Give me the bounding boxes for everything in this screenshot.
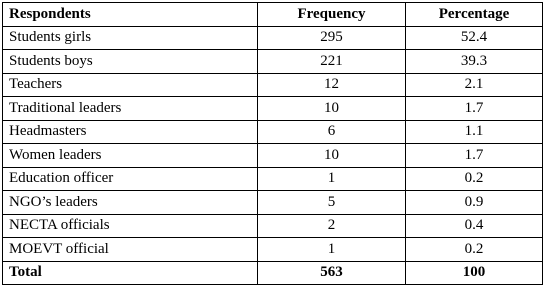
table-total-row [3,261,543,285]
percentage-cell: 2.1 [406,73,543,97]
header-respondents: Respondents [3,3,258,27]
respondent-cell: Students boys [3,50,258,74]
table-row [3,50,543,74]
table-row [3,191,543,215]
table-header-row [3,3,543,27]
table-row [3,26,543,50]
percentage-cell: 0.2 [406,238,543,262]
table-row [3,144,543,168]
total-frequency-cell: 563 [258,261,406,285]
respondent-cell: MOEVT official [3,238,258,262]
percentage-cell: 52.4 [406,26,543,50]
total-percentage-cell: 100 [406,261,543,285]
frequency-cell: 1 [258,238,406,262]
percentage-cell: 39.3 [406,50,543,74]
frequency-cell: 10 [258,97,406,121]
table-row [3,120,543,144]
frequency-cell: 6 [258,120,406,144]
table-row [3,73,543,97]
table-row [3,214,543,238]
respondent-cell: Women leaders [3,144,258,168]
frequency-cell: 12 [258,73,406,97]
header-percentage: Percentage [406,3,543,27]
respondents-table-container [2,2,543,285]
frequency-cell: 295 [258,26,406,50]
total-label-cell: Total [3,261,258,285]
percentage-cell: 0.9 [406,191,543,215]
respondent-cell: Teachers [3,73,258,97]
respondent-cell: NECTA officials [3,214,258,238]
header-frequency: Frequency [258,3,406,27]
frequency-cell: 5 [258,191,406,215]
percentage-cell: 0.2 [406,167,543,191]
respondent-cell: Students girls [3,26,258,50]
frequency-cell: 10 [258,144,406,168]
percentage-cell: 1.1 [406,120,543,144]
respondent-cell: Education officer [3,167,258,191]
respondents-table [2,2,543,285]
respondent-cell: NGO’s leaders [3,191,258,215]
frequency-cell: 221 [258,50,406,74]
percentage-cell: 0.4 [406,214,543,238]
table-row [3,167,543,191]
respondent-cell: Headmasters [3,120,258,144]
percentage-cell: 1.7 [406,144,543,168]
table-row [3,97,543,121]
table-row [3,238,543,262]
respondent-cell: Traditional leaders [3,97,258,121]
percentage-cell: 1.7 [406,97,543,121]
frequency-cell: 1 [258,167,406,191]
frequency-cell: 2 [258,214,406,238]
